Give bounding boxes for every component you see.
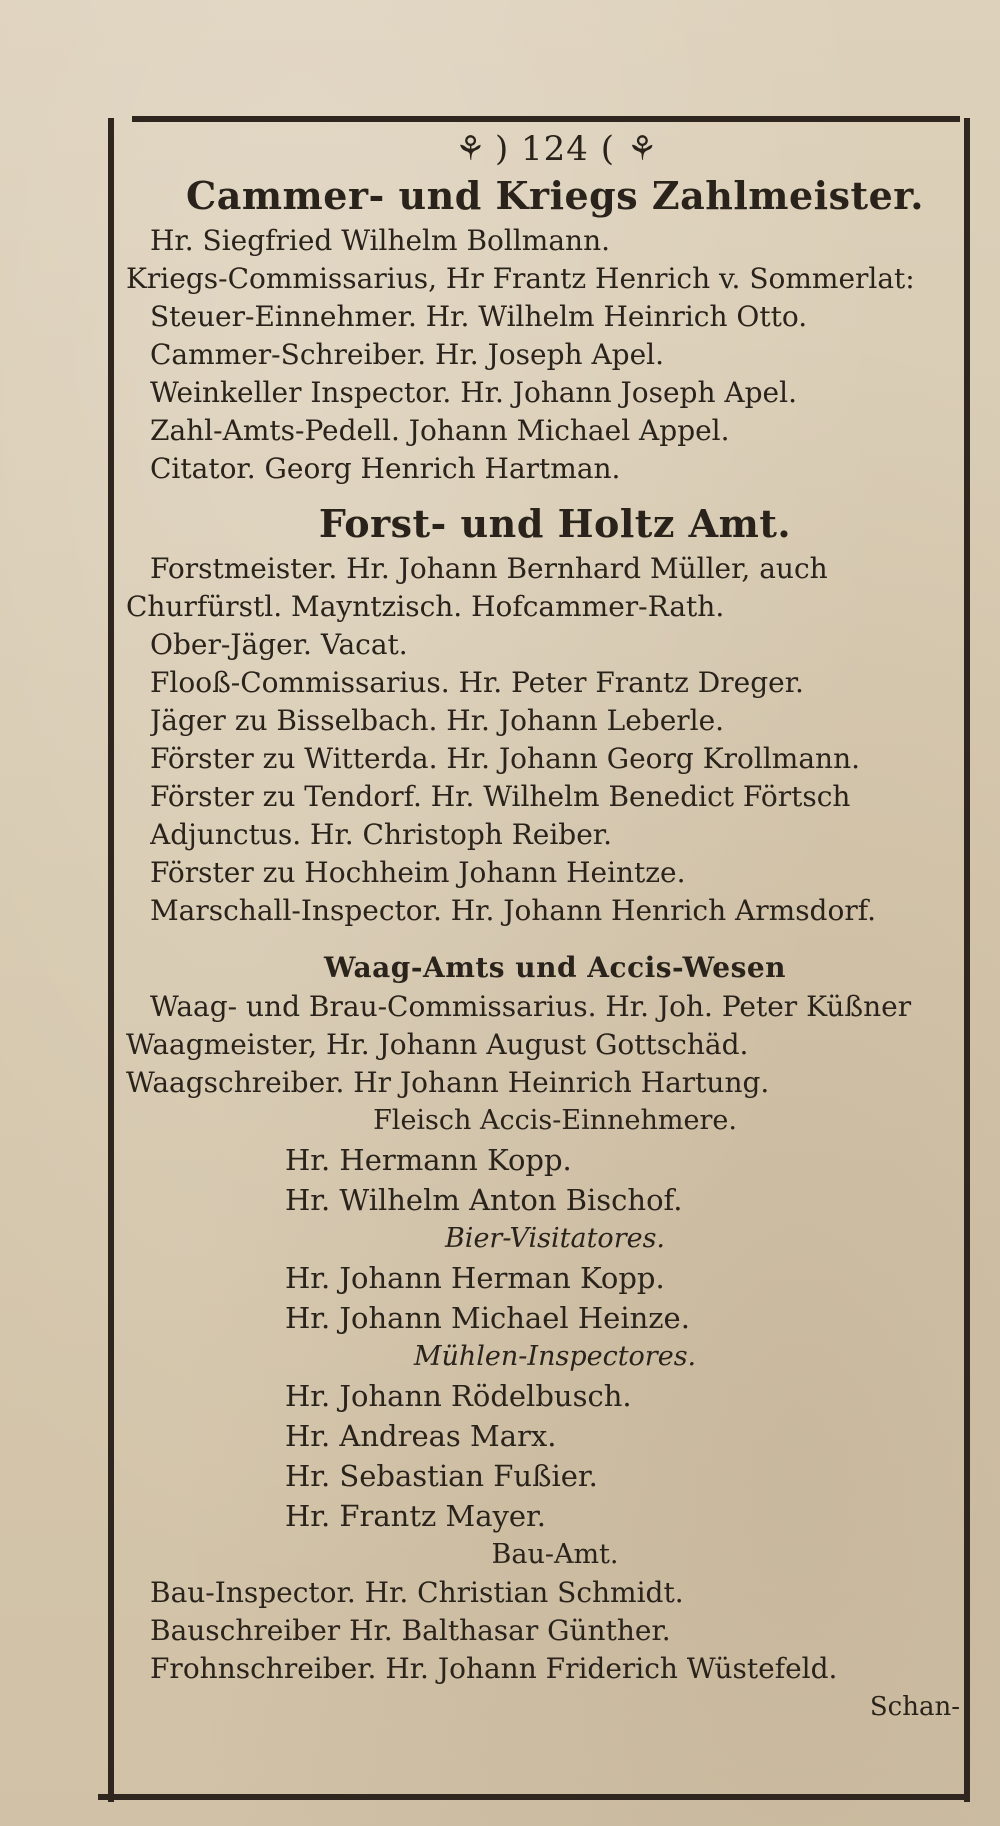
entry-line: Steuer-Einnehmer. Hr. Wilhelm Heinrich Otto. bbox=[150, 300, 808, 333]
entry-line: Waagmeister, Hr. Johann August Gottschäd. bbox=[126, 1028, 749, 1061]
entry-line: Hr. Siegfried Wilhelm Bollmann. bbox=[150, 224, 611, 257]
entry-line: Kriegs-Commissarius, Hr Frantz Henrich v. Sommerlat: bbox=[126, 262, 915, 295]
entry-line: Adjunctus. Hr. Christoph Reiber. bbox=[150, 818, 612, 851]
list-item: Hr. Johann Herman Kopp. bbox=[285, 1261, 665, 1295]
section-title-muehlen: Mühlen-Inspectores. bbox=[413, 1341, 697, 1372]
entry-line: Bauschreiber Hr. Balthasar Günther. bbox=[150, 1614, 671, 1647]
section-title-waag: Waag-Amts und Accis-Wesen bbox=[323, 951, 787, 984]
entry-line: Cammer-Schreiber. Hr. Joseph Apel. bbox=[150, 338, 665, 371]
list-item: Hr. Johann Rödelbusch. bbox=[285, 1379, 632, 1413]
list-item: Hr. Johann Michael Heinze. bbox=[285, 1301, 690, 1335]
fleuron-right-icon: ⚘ bbox=[626, 129, 659, 169]
entry-line: Jäger zu Bisselbach. Hr. Johann Leberle. bbox=[150, 704, 725, 737]
list-item: Hr. Hermann Kopp. bbox=[285, 1143, 572, 1177]
entry-line: Churfürstl. Mayntzisch. Hofcammer-Rath. bbox=[126, 590, 725, 623]
entry-line: Förster zu Tendorf. Hr. Wilhelm Benedict Förtsch bbox=[150, 780, 851, 813]
section-title-bier: Bier-Visitatores. bbox=[444, 1223, 666, 1254]
section-title-bau: Bau-Amt. bbox=[491, 1539, 619, 1570]
entry-line: Forstmeister. Hr. Johann Bernhard Müller, auch bbox=[150, 552, 828, 585]
entry-line: Waag- und Brau-Commissarius. Hr. Joh. Peter Küßner bbox=[150, 990, 912, 1023]
page-number-header bbox=[150, 128, 960, 170]
catchword: Schan- bbox=[869, 1692, 960, 1722]
entry-line: Marschall-Inspector. Hr. Johann Henrich Armsdorf. bbox=[150, 894, 876, 927]
list-item: Hr. Sebastian Fußier. bbox=[285, 1459, 598, 1493]
entry-line: Flooß-Commissarius. Hr. Peter Frantz Dreger. bbox=[150, 666, 804, 699]
list-item: Hr. Frantz Mayer. bbox=[285, 1499, 546, 1533]
section-title-cammer: Cammer- und Kriegs Zahlmeister. bbox=[185, 173, 925, 218]
list-item: Hr. Andreas Marx. bbox=[285, 1419, 557, 1453]
entry-line: Weinkeller Inspector. Hr. Johann Joseph Apel. bbox=[150, 376, 797, 409]
entry-line: Zahl-Amts-Pedell. Johann Michael Appel. bbox=[150, 414, 730, 447]
entry-line: Frohnschreiber. Hr. Johann Friderich Wüstefeld. bbox=[150, 1652, 838, 1685]
bottom-rule bbox=[98, 1794, 966, 1800]
section-title-fleisch: Fleisch Accis-Einnehmere. bbox=[373, 1105, 737, 1136]
page-content bbox=[126, 128, 960, 1788]
entry-line: Waagschreiber. Hr Johann Heinrich Hartung. bbox=[126, 1066, 770, 1099]
entry-line: Citator. Georg Henrich Hartman. bbox=[150, 452, 621, 485]
section-title-forst: Forst- und Holtz Amt. bbox=[318, 501, 792, 546]
entry-line: Ober-Jäger. Vacat. bbox=[150, 628, 408, 661]
entry-line: Bau-Inspector. Hr. Christian Schmidt. bbox=[150, 1576, 684, 1609]
fleuron-left-icon: ⚘ bbox=[455, 129, 487, 169]
page-number: ) 124 ( bbox=[494, 129, 616, 169]
list-item: Hr. Wilhelm Anton Bischof. bbox=[285, 1183, 683, 1217]
entry-line: Förster zu Hochheim Johann Heintze. bbox=[150, 856, 686, 889]
entry-line: Förster zu Witterda. Hr. Johann Georg Krollmann. bbox=[150, 742, 861, 775]
